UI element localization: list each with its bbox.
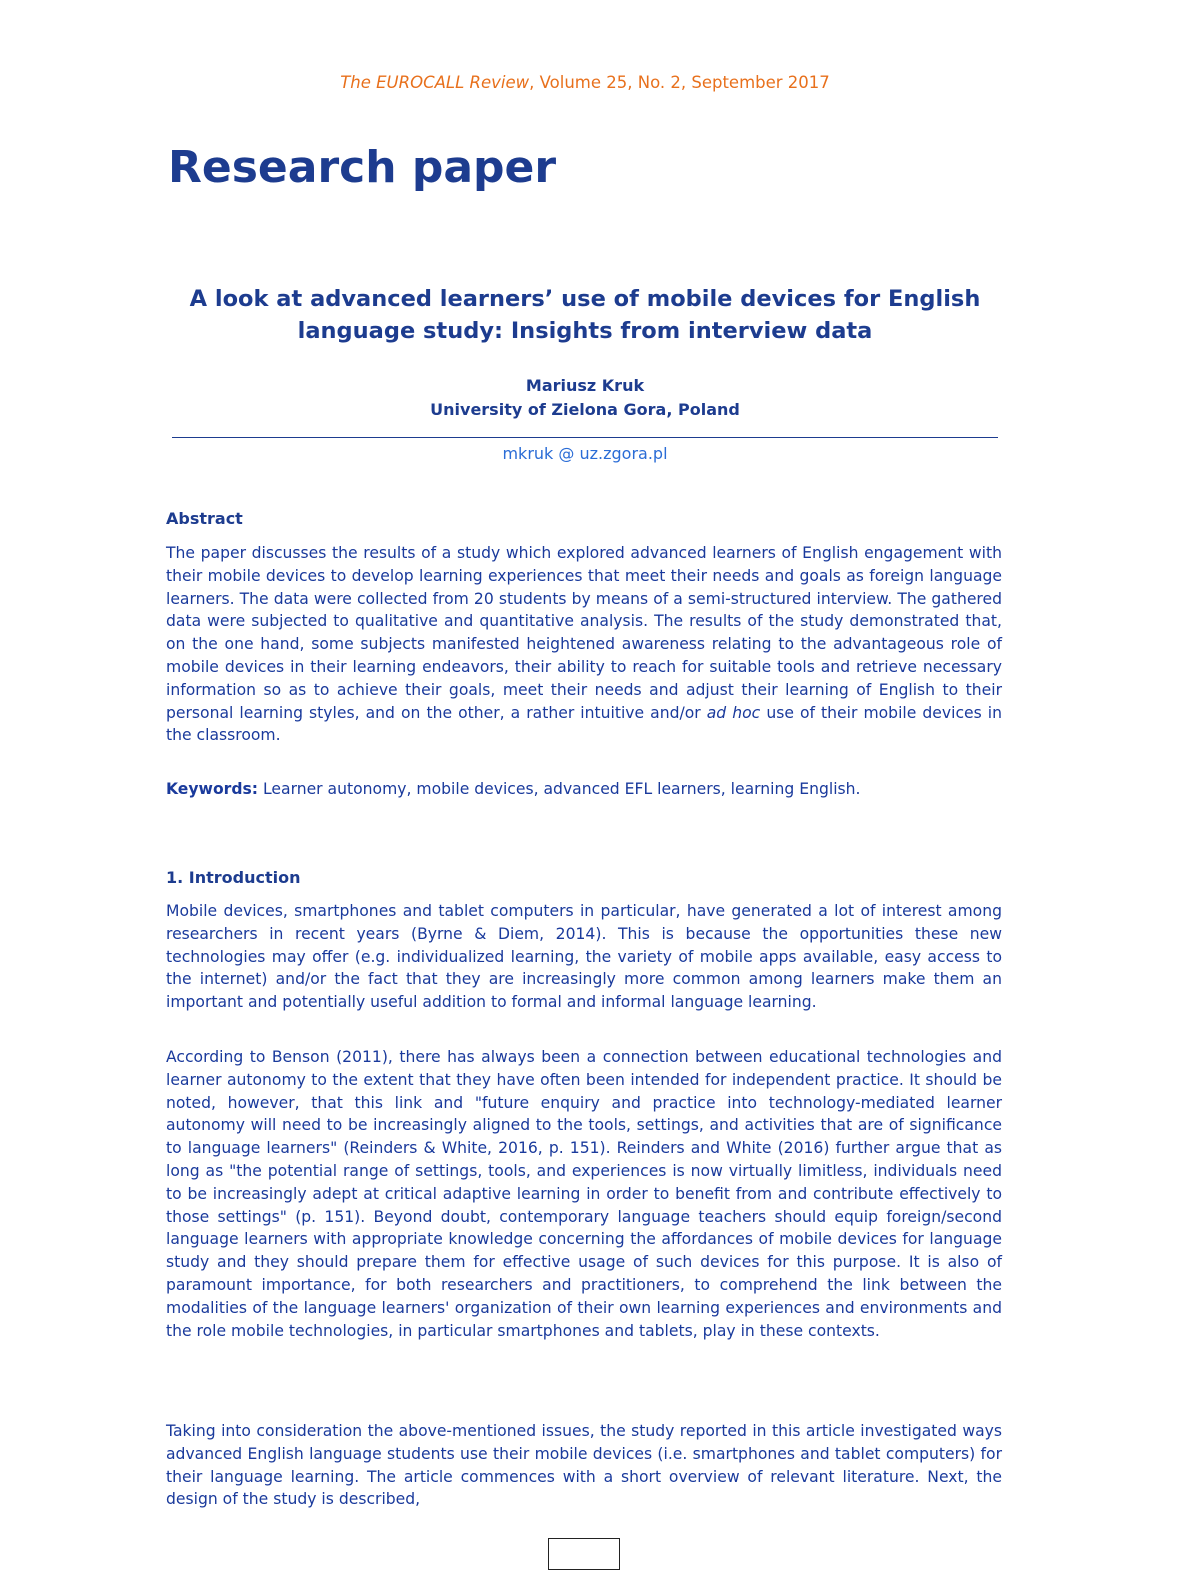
- keywords: [166, 778, 1002, 801]
- keywords-label: Keywords:: [166, 780, 259, 798]
- author-email[interactable]: mkruk @ uz.zgora.pl: [502, 444, 668, 463]
- journal-header: [0, 72, 1170, 94]
- page-number-box: [548, 1538, 620, 1570]
- intro-paragraph-2: According to Benson (2011), there has always been a connection between educational technologies and learner autonomy to the extent that they have often been intended for independent practice. It should be noted, however, that this link and "future enquiry and practice into technology-mediated learner autonomy will need to be increasingly aligned to the tools, settings, and activities that are of significance to language learners" (Reinders & White, 2016, p. 151). Reinders and White (2016) further argue that as long as "the potential range of settings, tools, and experiences is now virtually limitless, individuals need to be increasingly adept at critical adaptive learning in order to benefit from and contribute effectively to those settings" (p. 151). Beyond doubt, contemporary language teachers should equip foreign/second language learners with appropriate knowledge concerning the affordances of mobile devices for language study and they should prepare them for effective usage of such devices for this purpose. It is also of paramount importance, for both researchers and practitioners, to comprehend the link between the modalities of the language learners' organization of their own learning experiences and environments and the role mobile technologies, in particular smartphones and tablets, play in these contexts.: [166, 1048, 1002, 1340]
- abstract-text: [166, 542, 1002, 747]
- journal-issue: , Volume 25, No. 2, September 2017: [529, 73, 830, 92]
- intro-paragraph-1: Mobile devices, smartphones and tablet computers in particular, have generated a lot of interest among researchers in recent years (Byrne & Diem, 2014). This is because the opportunities these new technologies may offer (e.g. individualized learning, the variety of mobile apps available, easy access to the internet) and/or the fact that they are increasingly more common among learners make them an important and potentially useful addition to formal and informal language learning.: [166, 902, 1002, 1012]
- author-block: [168, 374, 1002, 422]
- abstract-text-end: use of their mobile devices in the classroom.: [166, 703, 1002, 745]
- author-affiliation: University of Zielona Gora, Poland: [430, 400, 740, 419]
- abstract-italic: ad hoc: [706, 703, 761, 722]
- divider: [172, 437, 998, 438]
- intro-paragraph-3: Taking into consideration the above-mentioned issues, the study reported in this article investigated ways advanced English language students use their mobile devices (i.e. smartphones and tablet computers) for their language learning. The article commences with a short overview of relevant literature. Next, the design of the study is described,: [166, 1422, 1002, 1509]
- abstract-text-main: The paper discusses the results of a study which explored advanced learners of English engagement with their mobile devices to develop learning experiences that meet their needs and goals as foreign language learners. The data were collected from 20 students by means of a semi-structured interview. The gathered data were subjected to qualitative and quantitative analysis. The results of the study demonstrated that, on the one hand, some subjects manifested heightened awareness relating to the advantageous role of mobile devices in their learning endeavors, their ability to reach for suitable tools and retrieve necessary information so as to achieve their goals, meet their needs and adjust their learning of English to their personal learning styles, and on the other, a rather intuitive and/or: [166, 544, 1002, 722]
- section-title: Research paper: [168, 142, 557, 193]
- paper-title: A look at advanced learners’ use of mobile devices for English language study: Insights from interview data: [189, 286, 981, 344]
- keywords-list: Learner autonomy, mobile devices, advanced EFL learners, learning English.: [258, 780, 861, 798]
- journal-name: The EUROCALL Review: [340, 73, 530, 92]
- abstract-heading: Abstract: [166, 509, 243, 528]
- author-name: Mariusz Kruk: [525, 376, 645, 395]
- introduction-heading: 1. Introduction: [166, 868, 301, 887]
